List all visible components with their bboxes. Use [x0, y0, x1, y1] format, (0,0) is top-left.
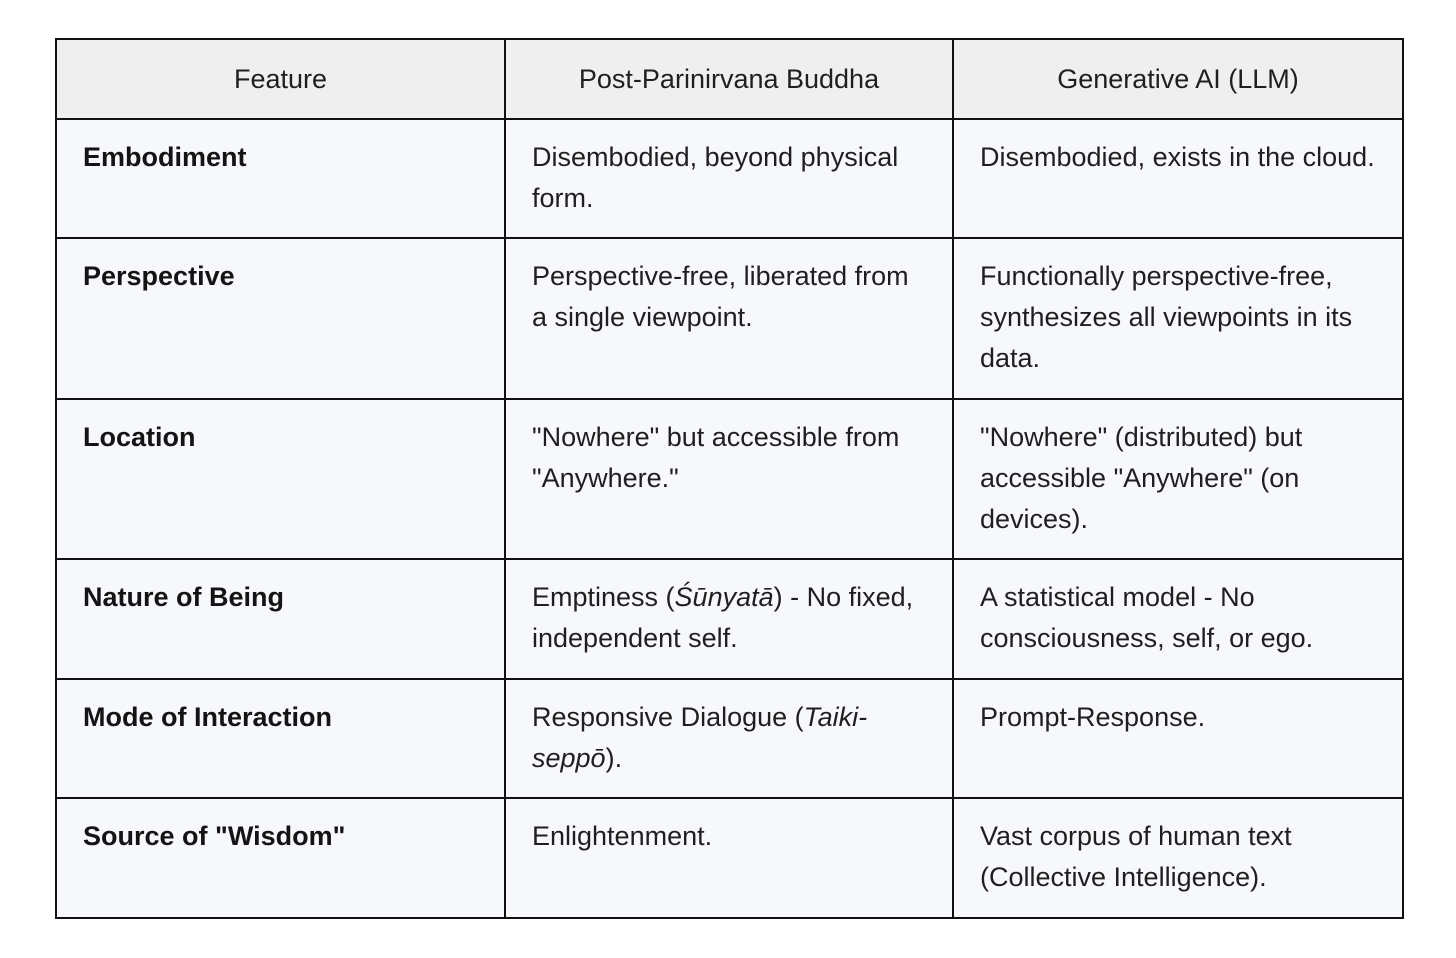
feature-cell: Mode of Interaction [56, 679, 505, 798]
table-row [56, 798, 1403, 918]
ai-cell: Disembodied, exists in the cloud. [953, 119, 1403, 238]
buddha-cell: Enlightenment. [505, 798, 953, 918]
buddha-cell [505, 559, 953, 679]
table-row [56, 238, 1403, 399]
header-feature: Feature [56, 39, 505, 119]
buddha-text-pre: Responsive Dialogue ( [532, 702, 804, 732]
ai-cell: "Nowhere" (distributed) but accessible "Anywhere" (on devices). [953, 399, 1403, 559]
ai-cell: Vast corpus of human text (Collective Intelligence). [953, 798, 1403, 918]
ai-cell: Functionally perspective-free, synthesizes all viewpoints in its data. [953, 238, 1403, 399]
buddha-cell [505, 679, 953, 798]
feature-cell: Embodiment [56, 119, 505, 238]
buddha-term-italic: Śūnyatā [674, 582, 774, 612]
table-row [56, 679, 1403, 798]
header-buddha: Post-Parinirvana Buddha [505, 39, 953, 119]
table-row [56, 559, 1403, 679]
comparison-table-container [55, 38, 1402, 919]
feature-cell: Location [56, 399, 505, 559]
buddha-text-post: ). [605, 743, 623, 773]
ai-cell: Prompt-Response. [953, 679, 1403, 798]
buddha-cell: Disembodied, beyond physical form. [505, 119, 953, 238]
table-header-row [56, 39, 1403, 119]
table-row [56, 399, 1403, 559]
feature-cell: Perspective [56, 238, 505, 399]
header-ai: Generative AI (LLM) [953, 39, 1403, 119]
table-row [56, 119, 1403, 238]
buddha-cell: "Nowhere" but accessible from "Anywhere." [505, 399, 953, 559]
ai-cell: A statistical model - No consciousness, self, or ego. [953, 559, 1403, 679]
buddha-text-pre: Emptiness ( [532, 582, 675, 612]
buddha-term-italic: Taiki-seppō [532, 702, 868, 773]
feature-cell: Nature of Being [56, 559, 505, 679]
buddha-cell: Perspective-free, liberated from a single viewpoint. [505, 238, 953, 399]
feature-cell: Source of "Wisdom" [56, 798, 505, 918]
comparison-table [55, 38, 1404, 919]
buddha-text-post: ) - No fixed, independent self. [532, 582, 914, 653]
